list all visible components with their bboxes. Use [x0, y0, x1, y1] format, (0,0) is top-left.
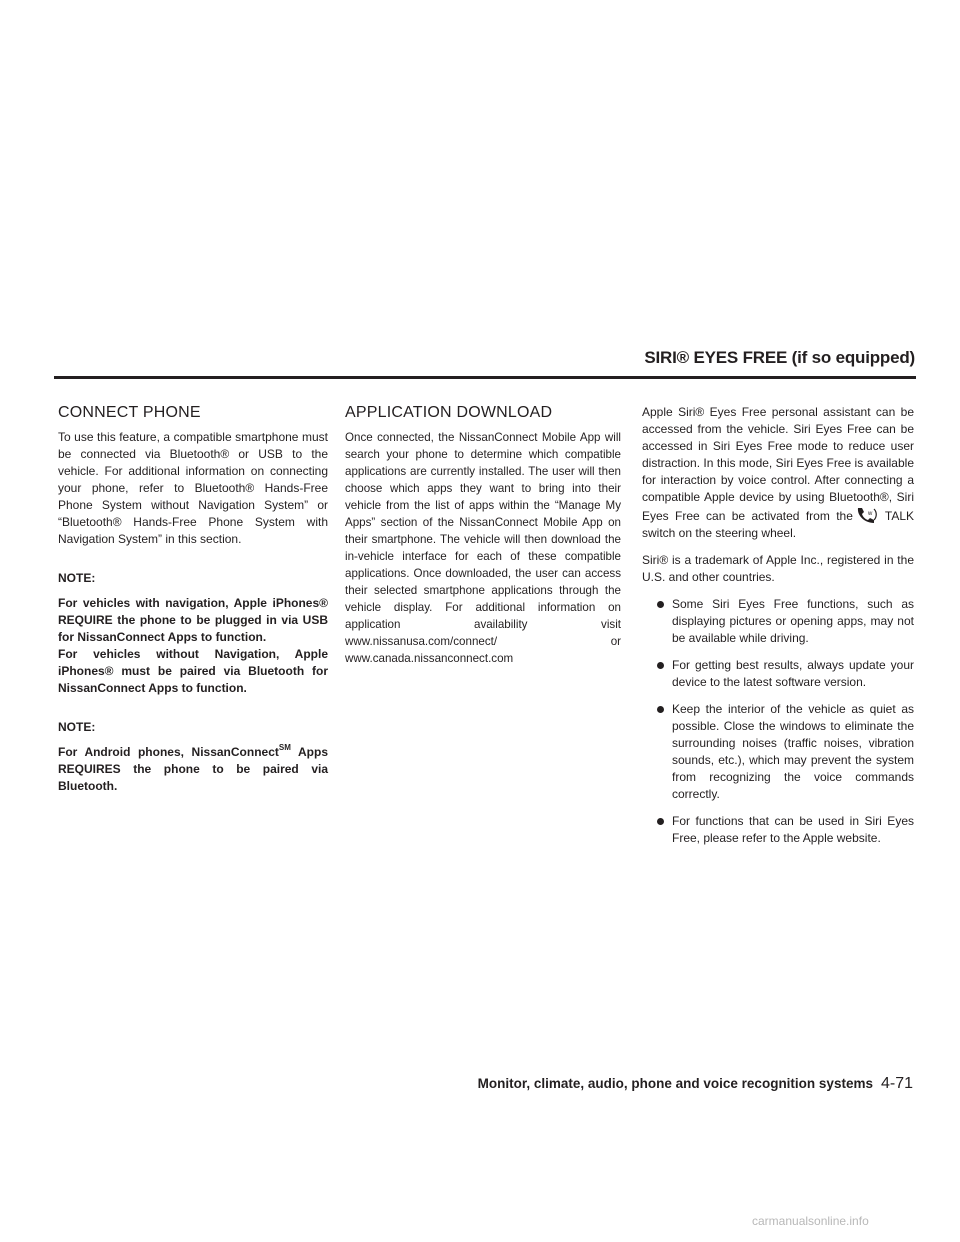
siri-bullet-list: [642, 596, 914, 847]
connect-phone-body: To use this feature, a compatible smartphone must be connected via Bluetooth® or USB to the vehicle. For additional information on connecting your phone, refer to Bluetooth® Hands-Free Phone System without Navigation System” or “Bluetooth® Hands-Free Phone System with Navigation System” in this section.: [58, 430, 328, 546]
connect-phone-column: [58, 404, 328, 795]
service-mark: SM: [278, 743, 291, 752]
page-number: 4-71: [880, 1075, 913, 1092]
section-header: SIRI® EYES FREE (if so equipped): [644, 348, 915, 367]
siri-column: [642, 404, 914, 857]
connect-phone-heading: CONNECT PHONE: [58, 404, 201, 421]
siri-intro: [642, 404, 914, 542]
note-text-2-pre: For Android phones, NissanConnect: [58, 745, 279, 759]
note-label-1: NOTE:: [58, 571, 96, 585]
watermark: carmanualsonline.info: [752, 1214, 869, 1228]
bullet-icon: [657, 818, 664, 825]
list-item: [642, 813, 914, 847]
list-item: [642, 701, 914, 803]
page-footer: [423, 1075, 913, 1093]
footer-title: Monitor, climate, audio, phone and voice recognition systems: [477, 1076, 873, 1091]
siri-intro-post: TALK switch on the steering wheel.: [642, 509, 914, 540]
bullet-text: Some Siri Eyes Free functions, such as displaying pictures or opening apps, may not be available while driving.: [672, 597, 914, 645]
bullet-icon: [657, 601, 664, 608]
app-download-column: [345, 404, 621, 677]
bullet-icon: [657, 662, 664, 669]
talk-switch-icon: [855, 506, 879, 524]
header-rule: [54, 376, 916, 379]
siri-trademark: Siri® is a trademark of Apple Inc., registered in the U.S. and other countries.: [642, 553, 914, 584]
note-text-2-post: Apps REQUIRES the phone to be paired via Bluetooth.: [58, 745, 328, 793]
bullet-text: For functions that can be used in Siri Eyes Free, please refer to the Apple website.: [672, 814, 914, 845]
svg-text:w: w: [867, 511, 873, 517]
app-download-heading: APPLICATION DOWNLOAD: [345, 404, 553, 421]
siri-intro-pre: Apple Siri® Eyes Free personal assistant can be accessed from the vehicle. Siri Eyes Free can be accessed in Siri Eyes Free mode to reduce user distraction. In this mode, Siri Eyes Free is available for interaction by voice control. After connecting a compatible Apple device by using Bluetooth®, Siri Eyes Free can be activated from the: [642, 405, 914, 523]
app-download-body: Once connected, the NissanConnect Mobile App will search your phone to determine which compatible applications are currently installed. The user will then choose which apps they want to bring into their vehicle from the list of apps within the “Manage My Apps” section of the NissanConnect Mobile App on their smartphone. The vehicle will then download the in-vehicle interface for each of these compatible applications. Once downloaded, the user can access their selected smartphone applications through the vehicle display. For additional information on application availability visit www.nissanusa.com/connect/ or www.canada.nissanconnect.com: [345, 431, 621, 665]
note-text-1a: For vehicles with navigation, Apple iPhones® REQUIRE the phone to be plugged in via USB for NissanConnect Apps to function.: [58, 596, 328, 644]
note-text-2: [58, 744, 328, 795]
bullet-icon: [657, 706, 664, 713]
bullet-text: For getting best results, always update your device to the latest software version.: [672, 658, 914, 689]
list-item: [642, 596, 914, 647]
note-label-2: NOTE:: [58, 720, 96, 734]
bullet-text: Keep the interior of the vehicle as quiet as possible. Close the windows to eliminate the surrounding noises (traffic noises, vibration sounds, etc.), which may prevent the system from recognizing the voice commands correctly.: [672, 702, 914, 801]
list-item: [642, 657, 914, 691]
note-text-1b: For vehicles without Navigation, Apple iPhones® must be paired via Bluetooth for NissanConnect Apps to function.: [58, 647, 328, 695]
